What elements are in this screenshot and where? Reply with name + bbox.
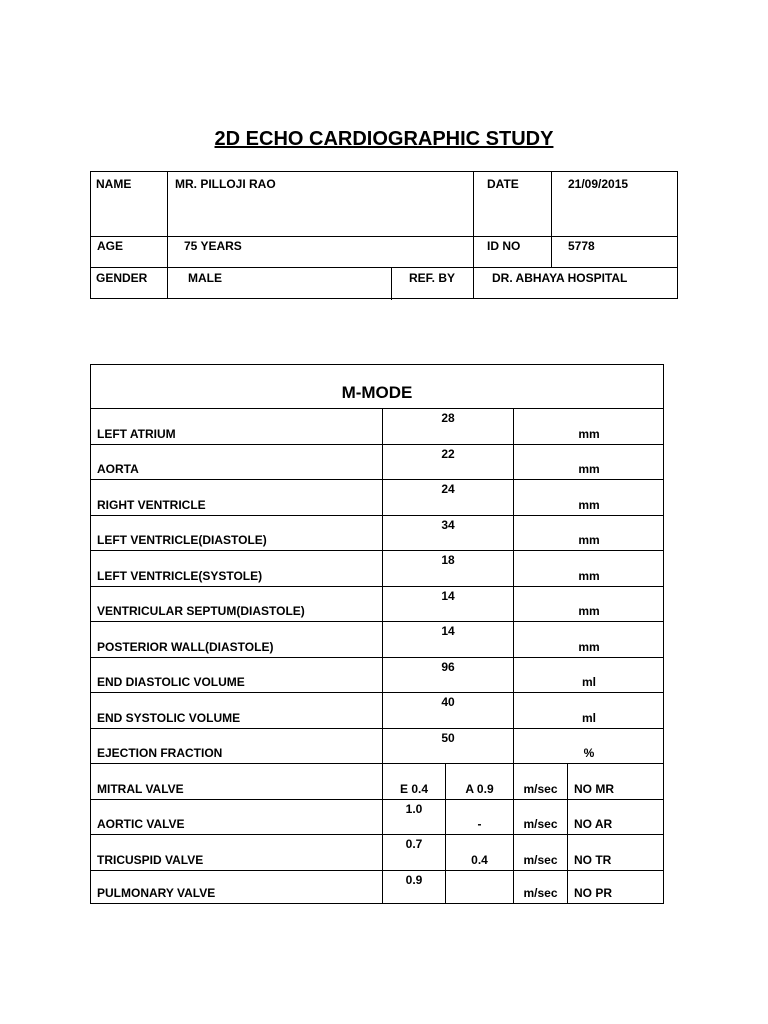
measurement-value: 28 (441, 411, 455, 425)
mmode-table (90, 364, 664, 904)
valve-finding: NO TR (574, 853, 612, 867)
id-label: ID NO (487, 239, 521, 253)
report-title: 2D ECHO CARDIOGRAPHIC STUDY (214, 128, 554, 150)
row-divider (91, 267, 677, 268)
measurement-value: 50 (441, 731, 455, 745)
valve-row (91, 835, 663, 871)
valve-row (91, 764, 663, 800)
gender-label: GENDER (96, 271, 148, 285)
table-row (91, 516, 663, 551)
table-row (91, 480, 663, 516)
measurement-value: 14 (441, 589, 455, 603)
row-divider (91, 236, 677, 237)
measurement-unit: mm (578, 640, 600, 654)
date-value: 21/09/2015 (568, 177, 629, 191)
mmode-header (91, 365, 663, 409)
table-row (91, 551, 663, 587)
patient-info-table (90, 171, 678, 299)
valve-row (91, 800, 663, 835)
name-value: MR. PILLOJI RAO (175, 177, 276, 191)
valve-peak-value: 0.9 (405, 873, 423, 887)
measurement-label: EJECTION FRACTION (97, 746, 223, 760)
measurement-label: LEFT VENTRICLE(DIASTOLE) (97, 533, 267, 547)
table-row (91, 693, 663, 729)
valve-unit: m/sec (523, 853, 558, 867)
valve-a-value: - (477, 817, 482, 831)
age-value: 75 YEARS (184, 239, 242, 253)
table-row (91, 409, 663, 445)
valve-peak-value: 1.0 (405, 802, 423, 816)
measurement-unit: mm (578, 569, 600, 583)
measurement-unit: mm (578, 427, 600, 441)
measurement-label: END DIASTOLIC VOLUME (97, 675, 245, 689)
gender-value: MALE (188, 271, 222, 285)
valve-unit: m/sec (523, 782, 558, 796)
valve-label: PULMONARY VALVE (97, 886, 216, 900)
table-row (91, 658, 663, 693)
valve-finding: NO MR (574, 782, 614, 796)
measurement-unit: mm (578, 462, 600, 476)
age-label: AGE (97, 239, 124, 253)
measurement-unit: ml (581, 675, 596, 689)
table-row (91, 587, 663, 622)
table-row (91, 729, 663, 764)
valve-finding: NO AR (574, 817, 613, 831)
measurement-value: 22 (441, 447, 455, 461)
name-label: NAME (96, 177, 132, 191)
column-divider (551, 172, 552, 267)
measurement-value: 24 (441, 482, 455, 496)
valve-label: AORTIC VALVE (97, 817, 185, 831)
column-divider (391, 267, 392, 300)
valve-a-value: 0.4 (471, 853, 488, 867)
measurement-label: POSTERIOR WALL(DIASTOLE) (97, 640, 274, 654)
measurement-value: 34 (441, 518, 455, 532)
table-row (91, 622, 663, 658)
ref-value: DR. ABHAYA HOSPITAL (492, 271, 628, 285)
measurement-unit: mm (578, 604, 600, 618)
valve-unit: m/sec (523, 817, 558, 831)
ref-label: REF. BY (409, 271, 456, 285)
valve-peak-value: 0.7 (405, 837, 423, 851)
valve-finding: NO PR (574, 886, 613, 900)
valve-label: TRICUSPID VALVE (97, 853, 204, 867)
measurement-unit: % (583, 746, 595, 760)
measurement-unit: mm (578, 533, 600, 547)
measurement-label: VENTRICULAR SEPTUM(DIASTOLE) (97, 604, 305, 618)
measurement-label: AORTA (97, 462, 139, 476)
valve-row (91, 871, 663, 903)
mmode-heading: M-MODE (341, 383, 413, 402)
measurement-label: LEFT ATRIUM (97, 427, 176, 441)
valve-a-value: A 0.9 (465, 782, 494, 796)
id-value: 5778 (568, 239, 595, 253)
measurement-value: 14 (441, 624, 455, 638)
measurement-value: 18 (441, 553, 455, 567)
valve-label: MITRAL VALVE (97, 782, 184, 796)
measurement-value: 96 (441, 660, 455, 674)
measurement-label: RIGHT VENTRICLE (97, 498, 206, 512)
column-divider (167, 172, 168, 298)
measurement-label: LEFT VENTRICLE(SYSTOLE) (97, 569, 263, 583)
column-divider (473, 172, 474, 298)
table-row (91, 445, 663, 480)
valve-unit: m/sec (523, 886, 558, 900)
measurement-unit: mm (578, 498, 600, 512)
measurement-label: END SYSTOLIC VOLUME (97, 711, 241, 725)
measurement-value: 40 (441, 695, 455, 709)
valve-e-value: E 0.4 (399, 782, 429, 796)
date-label: DATE (487, 177, 519, 191)
measurement-unit: ml (581, 711, 596, 725)
